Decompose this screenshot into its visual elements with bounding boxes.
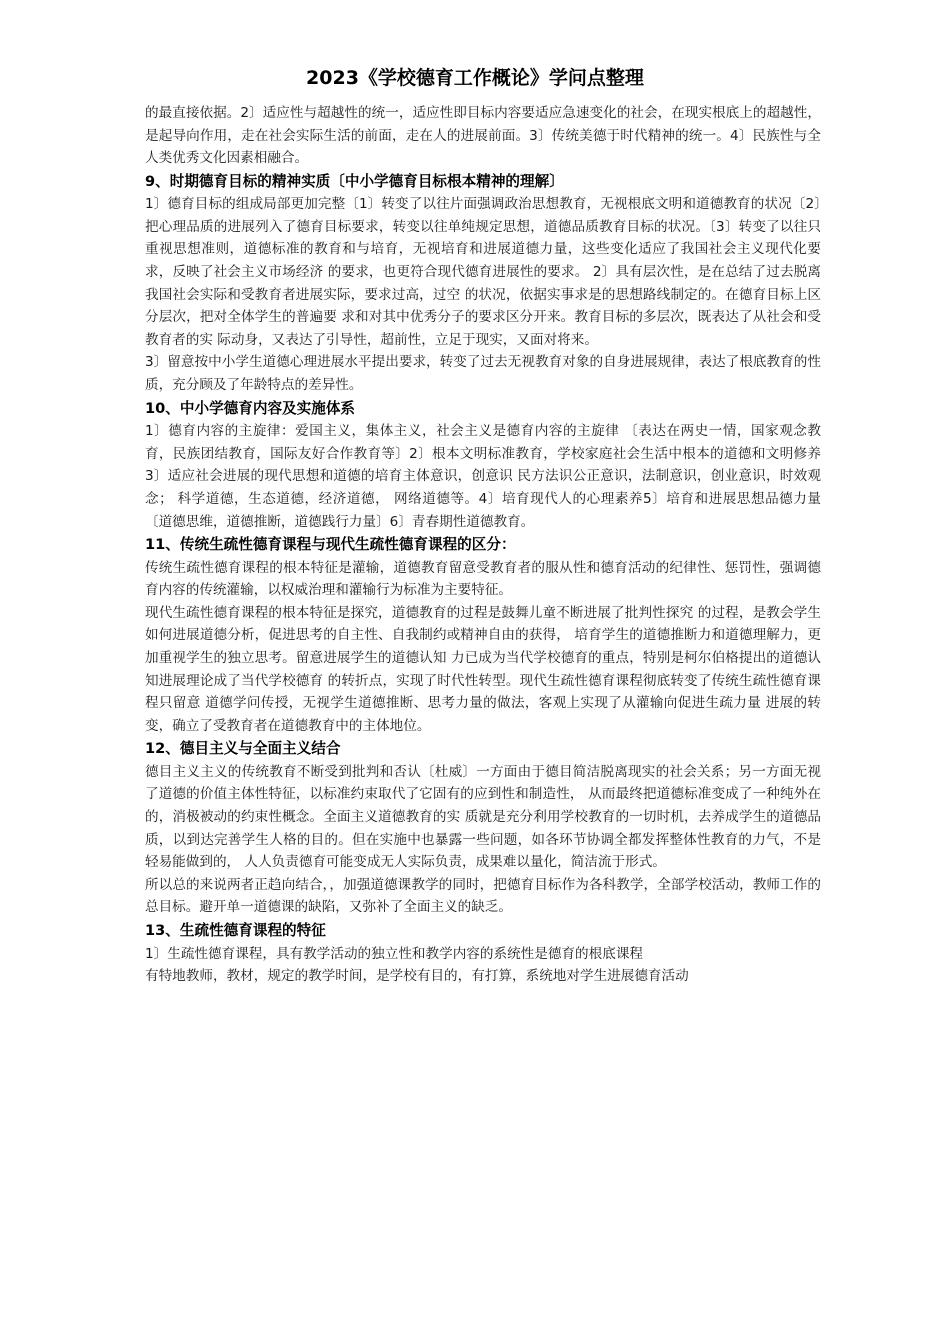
paragraph: 传统生疏性德育课程的根本特征是灌输，道德教育留意受教育者的服从性和德育活动的纪律性、惩罚性，强调德育内容的传统灌输，以权威治理和灌输行为标准为主要特征。 — [145, 559, 821, 599]
section-heading-12: 12、德目主义与全面主义结合 — [145, 740, 341, 758]
page-title: 2023《学校德育工作概论》学问点整理 — [306, 66, 644, 89]
paragraph: 1〕德育内容的主旋律：爱国主义，集体主义，社会主义是德育内容的主旋律 〔表达在两史一情，国家观念教育，民族团结教育，国际友好合作教育等〕2〕根本文明标准教育，学校家庭社会生活中根本的道德和文明修养3〕适应社会进展的现代思想和道德的培育主体意识，创意识 民方法识公正意识，法制意识，创业意识，时效观念； 科学道德，生态道德，经济道德， 网络道德等。4〕培育现代人的心理素养5〕培育和进展思想品德力量〔道德思维，道德推断，道德践行力量〕6〕青春期性道德教育。 — [145, 423, 821, 530]
paragraph: 的最直接依据。2〕适应性与超越性的统一，适应性即目标内容要适应急速变化的社会，在现实根底上的超越性，是起导向作用，走在社会实际生活的前面，走在人的进展前面。3〕传统美德于时代精神的统一。4〕民族性与全人类优秀文化因素相融合。 — [145, 105, 821, 167]
paragraph: 有特地教师，教材，规定的教学时间，是学校有目的，有打算，系统地对学生进展德育活动 — [145, 968, 689, 985]
paragraph: 1〕生疏性德育课程，具有教学活动的独立性和教学内容的系统性是德育的根底课程 — [145, 945, 644, 962]
paragraph: 所以总的来说两者正趋向结合，，加强道德课教学的同时，把德育目标作为各科教学，全部学校活动，教师工作的总目标。避开单一道德课的缺陷，又弥补了全面主义的缺乏。 — [145, 876, 821, 916]
section-heading-11: 11、传统生疏性德育课程与现代生疏性德育课程的区分： — [145, 536, 516, 554]
section-heading-13: 13、生疏性德育课程的特征 — [145, 922, 326, 939]
paragraph: 德目主义主义的传统教育不断受到批判和否认〔杜威〕一方面由于德目简洁脱离现实的社会关系；另一方面无视了道德的价值主体性特征，以标准约束取代了它固有的应到性和制造性， 从而最终把道德标准变成了一种纯外在的，消极被动的约束性概念。全面主义道德教育的实 质就是充分利用学校教育的一切时机，去养成学生的道德品质，以到达完善学生人格的目的。但在实施中也暴露一些问题，如各环节协调全都发挥整体性教育的力气，不是轻易能做到的， 人人负责德育可能变成无人实际负责，成果难以量化，简洁流于形式。 — [145, 763, 821, 871]
section-heading-9: 9、时期德育目标的精神实质〔中小学德育目标根本精神的理解〕 — [145, 172, 564, 190]
paragraph: 3〕留意按中小学生道德心理进展水平提出要求，转变了过去无视教育对象的自身进展规律，表达了根底教育的性质，充分顾及了年龄特点的差异性。 — [145, 354, 821, 394]
document-body — [145, 102, 821, 988]
paragraph: 1〕德育目标的组成局部更加完整〔1〕转变了以往片面强调政治思想教育，无视根底文明和道德教育的状况〔2〕把心理品质的进展列入了德育目标要求，转变以往单纯规定思想，道德品质教育目标的状况。〔3〕转变了以往只重视思想准则，道德标准的教育和与培育，无视培育和进展道德力量，这些变化适应了我国社会主义现代化要求，反映了社会主义市场经济 的要求，也更符合现代德育进展性的要求。 2〕具有层次性，是在总结了过去脱离我国社会实际和受教育者进展实际，要求过高，过空 的状况，依据实事求是的思想路线制定的。在德育目标上区分层次，把对全体学生的普遍要 求和对其中优秀分子的要求区分开来。教育目标的多层次，既表达了从社会和受教育者的实 际动身，又表达了引导性，超前性，立足于现实，又面对将来。 — [145, 196, 821, 348]
paragraph: 现代生疏性德育课程的根本特征是探究，道德教育的过程是鼓舞儿童不断进展了批判性探究 的过程，是教会学生如何进展道德分析，促进思考的自主性、自我制约或精神自由的获得， 培育学生的道德推断力和道德理解力，更加重视学生的独立思考。留意进展学生的道德认知 力已成为当代学校德育的重点，特别是柯尔伯格提出的道德认知进展理论成了当代学校德育 的转折点，实现了时代性转型。现代生疏性德育课程彻底转变了传统生疏性德育课程只留意 道德学问传授，无视学生道德推断、思考力量的做法，客观上实现了从灌输向促进生疏力量 进展的转变，确立了受教育者在道德教育中的主体地位。 — [145, 604, 821, 734]
section-heading-10: 10、中小学德育内容及实施体系 — [145, 399, 356, 417]
